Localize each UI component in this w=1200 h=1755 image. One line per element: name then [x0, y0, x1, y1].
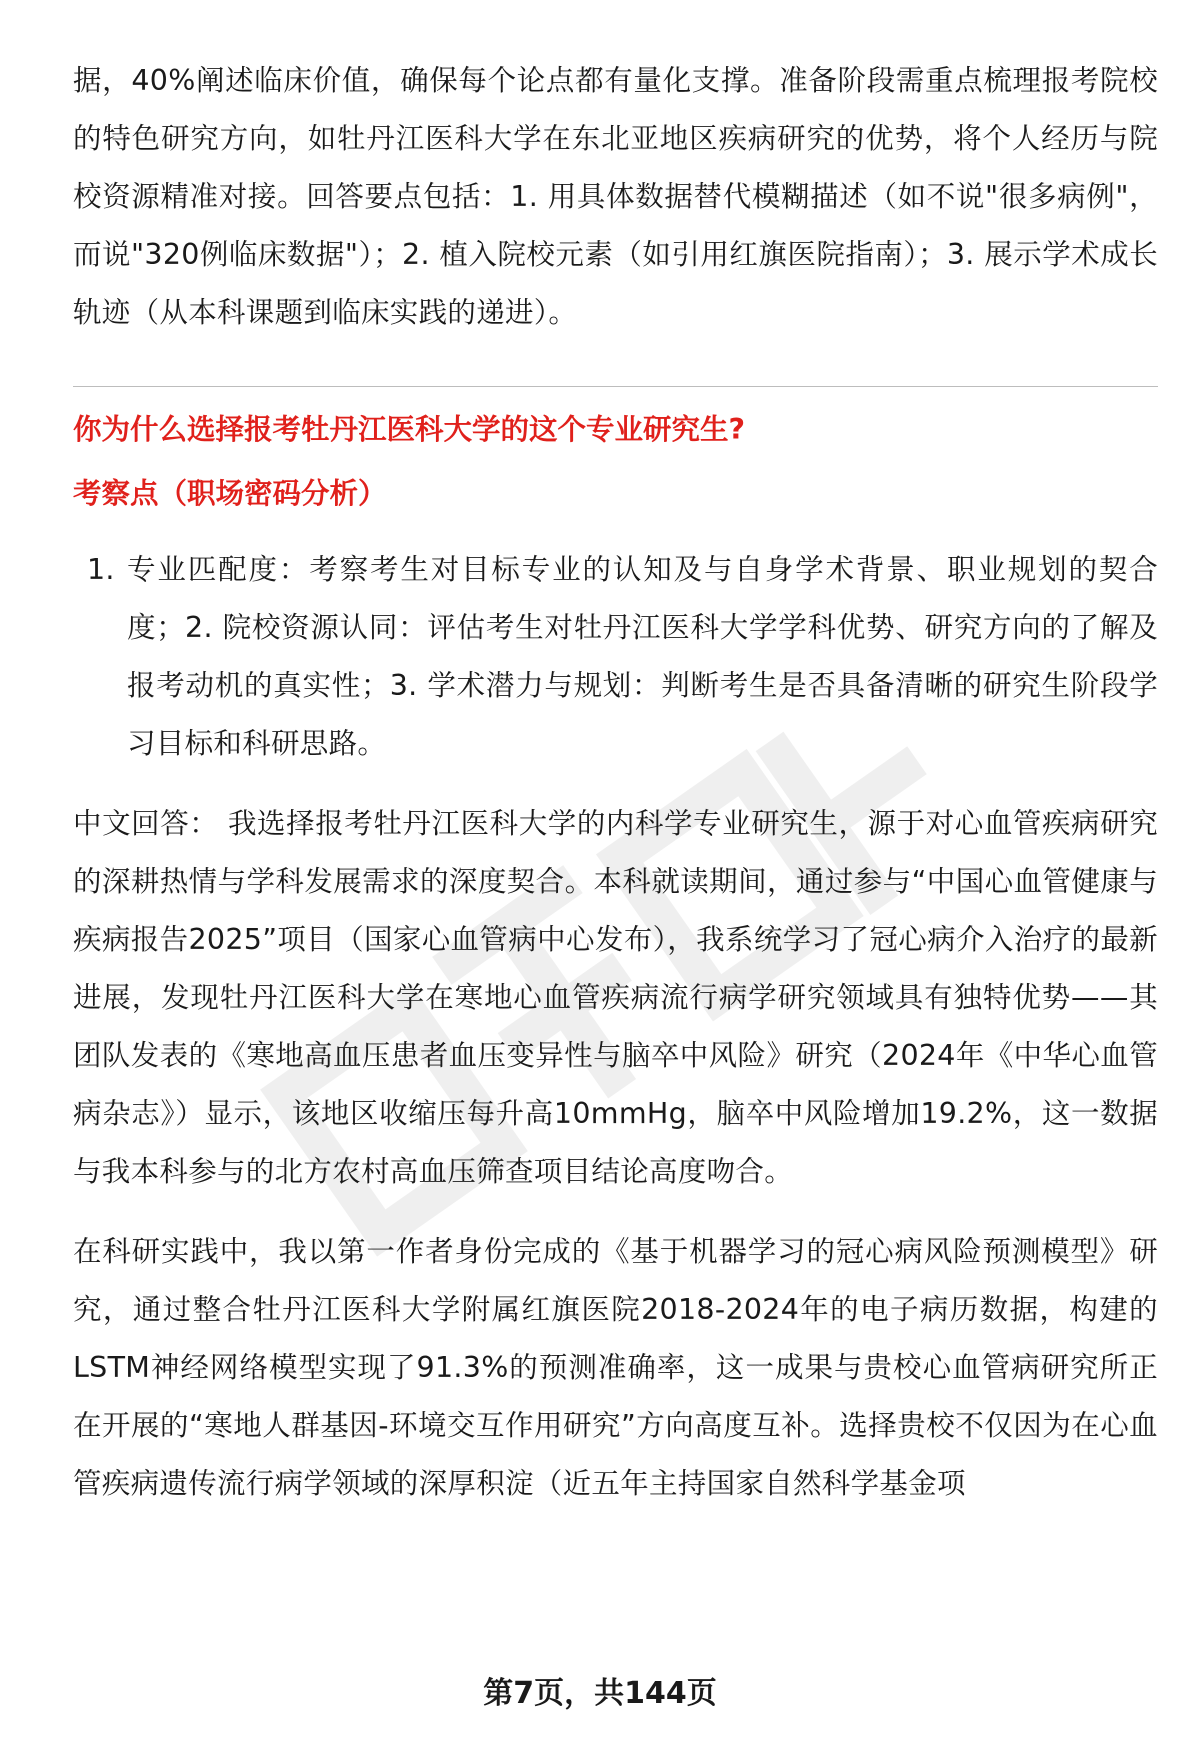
question-heading: 你为什么选择报考牡丹江医科大学的这个专业研究生?: [73, 413, 746, 446]
assessment-subheading: 考察点（职场密码分析）: [73, 477, 387, 510]
list-item: [73, 541, 1158, 773]
research-paragraph: 在科研实践中，我以第一作者身份完成的《基于机器学习的冠心病风险预测模型》研究，通过整合牡丹江医科大学附属红旗医院2018-2024年的电子病历数据，构建的LSTM神经网络模型实现了91.3%的预测准确率，这一成果与贵校心血管病研究所正在开展的“寒地人群基因-环境交互作用研究”方向高度互补。选择贵校不仅因为在心血管疾病遗传流行病学领域的深厚积淀（近五年主持国家自然科学基金项: [73, 1235, 1158, 1500]
section-divider: [73, 386, 1158, 387]
intro-paragraph: 据，40%阐述临床价值，确保每个论点都有量化支撑。准备阶段需重点梳理报考院校的特色研究方向，如牡丹江医科大学在东北亚地区疾病研究的优势，将个人经历与院校资源精准对接。回答要点包括：1. 用具体数据替代模糊描述（如不说"很多病例"，而说"320例临床数据"）；2. 植入院校元素（如引用红旗医院指南）；3. 展示学术成长轨迹（从本科课题到临床实践的递进）。: [73, 64, 1158, 329]
page-content: [73, 52, 1158, 1513]
list-marker: 1.: [87, 553, 115, 586]
list-item-text: 专业匹配度：考察考生对目标专业的认知及与自身学术背景、职业规划的契合度；2. 院校资源认同：评估考生对牡丹江医科大学学科优势、研究方向的了解及报考动机的真实性；3. 学术潜力与规划：判断考生是否具备清晰的研究生阶段学习目标和科研思路。: [127, 553, 1158, 760]
page-footer: 第7页，共144页: [483, 1676, 717, 1711]
assessment-list: [73, 541, 1158, 773]
answer-paragraph: 中文回答： 我选择报考牡丹江医科大学的内科学专业研究生，源于对心血管疾病研究的深耕热情与学科发展需求的深度契合。本科就读期间，通过参与“中国心血管健康与疾病报告2025”项目（国家心血管病中心发布），我系统学习了冠心病介入治疗的最新进展，发现牡丹江医科大学在寒地心血管疾病流行病学研究领域具有独特优势——其团队发表的《寒地高血压患者血压变异性与脑卒中风险》研究（2024年《中华心血管病杂志》）显示，该地区收缩压每升高10mmHg，脑卒中风险增加19.2%，这一数据与我本科参与的北方农村高血压筛查项目结论高度吻合。: [73, 807, 1158, 1188]
